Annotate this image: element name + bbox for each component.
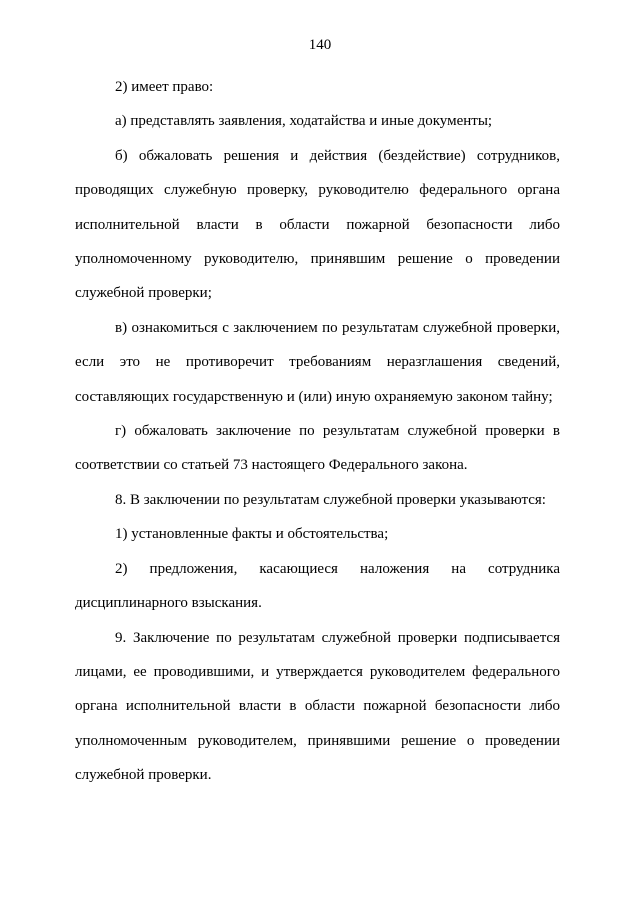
paragraph-section-8-item-1: 1) установленные факты и обстоятельства; (115, 526, 389, 543)
paragraph-item-2: 2) имеет право: (115, 79, 214, 95)
page-number: 140 (308, 37, 332, 53)
paragraph-subitem-g: г) обжаловать заключение по результатам служебной проверки в соответствии со статьей 73 настоящего Федерального закона. (75, 423, 560, 474)
paragraph-subitem-v: в) ознакомиться с заключением по результатам служебной проверки, если это не противоречит требованиям неразглашения сведений, составляющих государственную и (или) иную охраняемую законом тайну; (75, 319, 560, 405)
paragraph-section-8-item-2: 2) предложения, касающиеся наложения на сотрудника дисциплинарного взыскания. (75, 560, 560, 612)
paragraph-section-8: 8. В заключении по результатам служебной проверки указываются: (115, 491, 546, 508)
document-body (75, 70, 560, 793)
paragraph-subitem-b: б) обжаловать решения и действия (бездействие) сотрудников, проводящих служебную проверку, руководителю федерального органа исполнительной власти в области пожарной безопасности либо уполномоченному руководителю, принявшим решение о проведении служебной проверки; (75, 147, 560, 302)
paragraph-subitem-a: а) представлять заявления, ходатайства и иные документы; (115, 113, 493, 130)
paragraph-section-9: 9. Заключение по результатам служебной проверки подписывается лицами, ее проводившими, и утверждается руководителем федерального органа исполнительной власти в области пожарной безопасности либо уполномоченным руководителем, принявшими решение о проведении служебной проверки. (75, 629, 560, 784)
